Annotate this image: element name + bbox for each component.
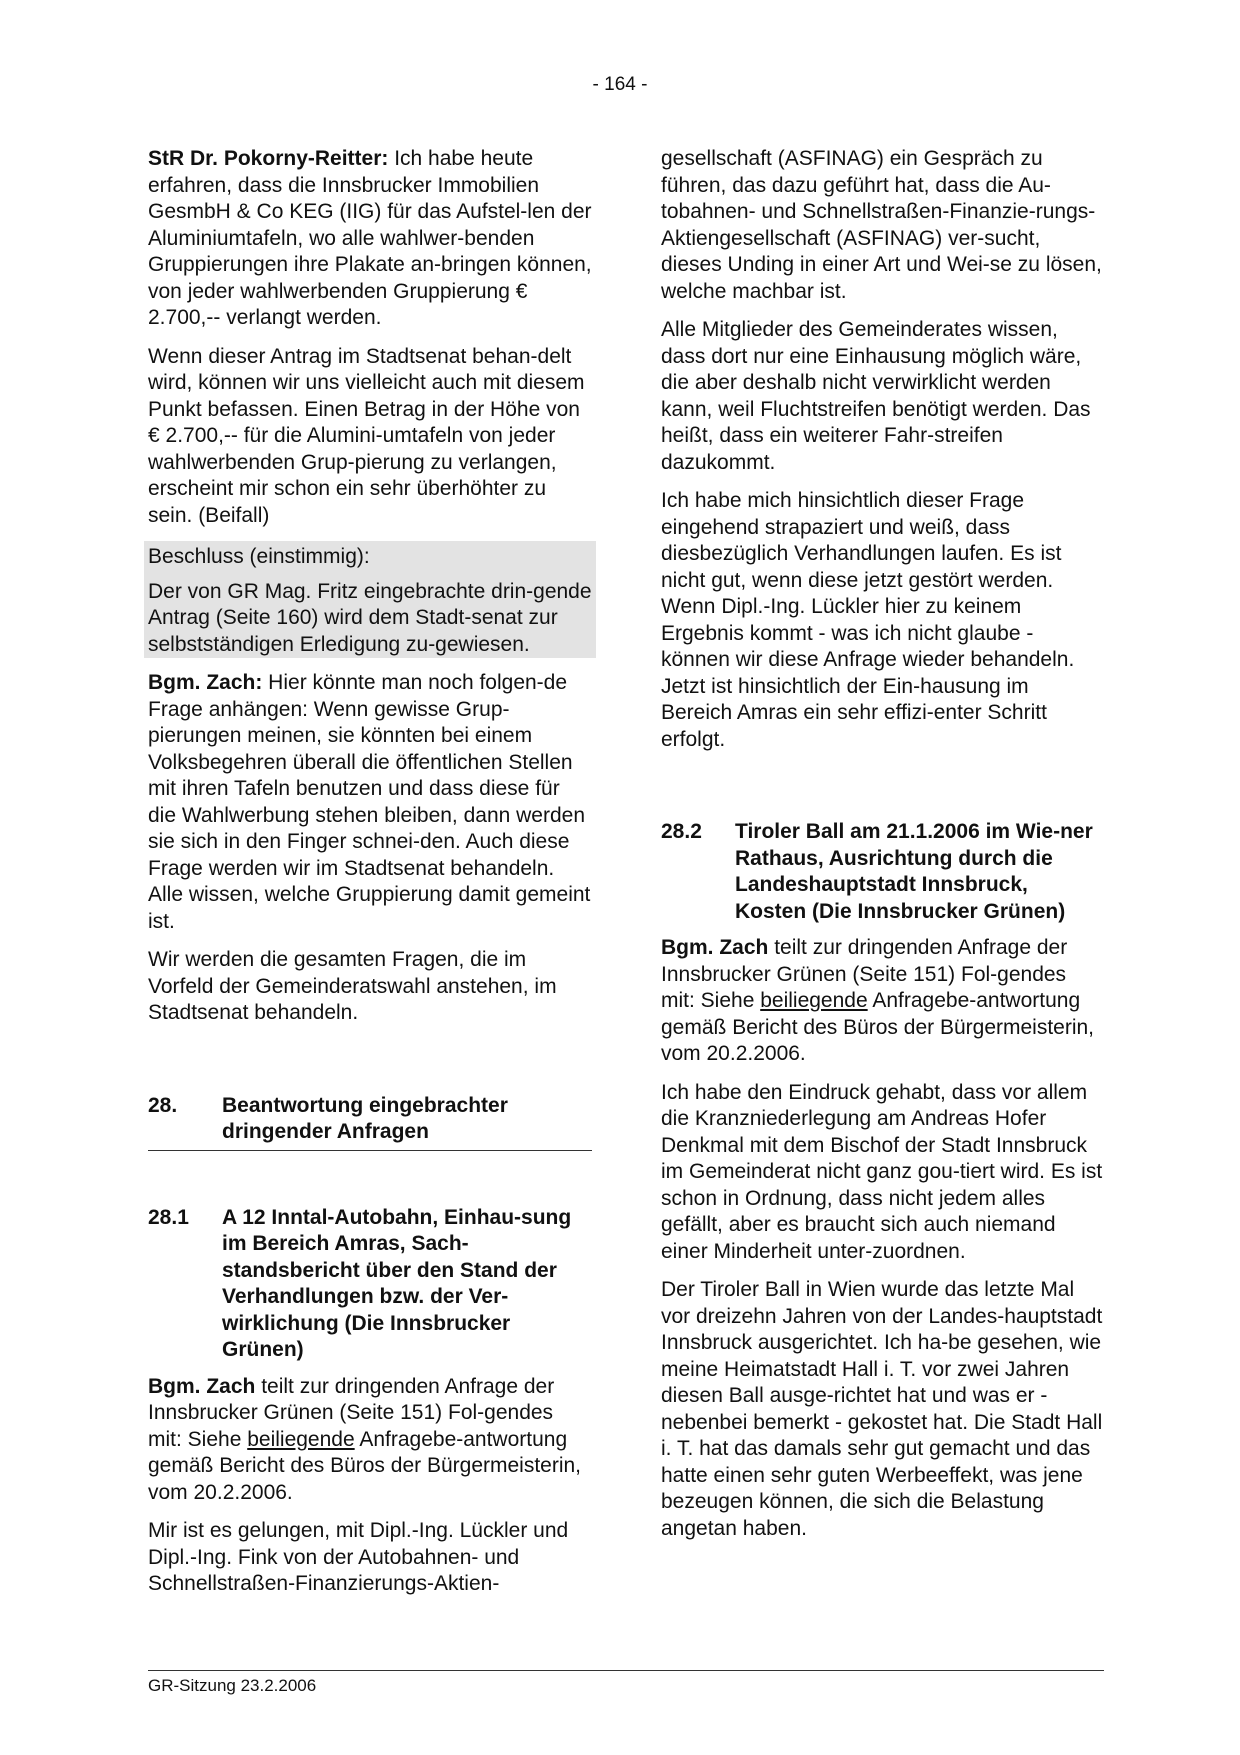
paragraph: Der Tiroler Ball in Wien wurde das letzte Mal vor dreizehn Jahren von der Landes-hauptstadt Innsbruck ausgerichtet. Ich ha-be gesehen, wie meine Heimatstadt Hall i. T. vor zwei Jahren diesen Ball ausge-richtet hat und was er - nebenbei bemerkt - gekostet hat. Die Stadt Hall i. T. hat das damals sehr gut gemacht und das hatte einen sehr guten Werbeeffekt, was jene bezeugen können, die sich die Belastung angetan haben. <box>661 1278 1103 1540</box>
section-title: A 12 Inntal-Autobahn, Einhau-sung im Bereich Amras, Sach-standsbericht über den Stand der Verhandlungen bzw. der Ver-wirklichung (Die Innsbrucker Grünen) <box>222 1205 572 1361</box>
paragraph: Ich habe den Eindruck gehabt, dass vor allem die Kranzniederlegung am Andreas Hofer Denkmal mit dem Bischof der Stadt Innsbruck im Gemeinderat nicht ganz gou-tiert wird. Es ist schon in Ordnung, dass nicht jedem alles gefällt, aber es braucht sich auch niemand einer Minderheit unter-zuordnen. <box>661 1080 1103 1263</box>
speaker-name: Bgm. Zach <box>661 936 769 959</box>
paragraph-zach: Bgm. Zach: Hier könnte man noch folgen-de Frage anhängen: Wenn gewisse Grup-pierungen meinen, sie könnten bei einem Volksbegehren überall die öffentlichen Stellen mit ihren Tafeln benutzen und dass diese für die Wahlwerbung stehen bleiben, dann werden sie sich in den Finger schnei-den. Auch diese Frage werden wir im Stadtsenat behandeln. Alle wissen, welche Gruppierung damit gemeint ist. <box>148 671 591 933</box>
footer-text: GR-Sitzung 23.2.2006 <box>148 1676 317 1695</box>
footer-divider <box>148 1670 1104 1671</box>
paragraph: Wenn dieser Antrag im Stadtsenat behan-delt wird, können wir uns vielleicht auch mit diesem Punkt befassen. Einen Betrag in der Höhe von € 2.700,-- für die Alumini-umtafeln von jeder wahlwerbenden Grup-pierung zu verlangen, erscheint mir schon ein sehr überhöhter zu sein. (Beifall) <box>148 344 585 527</box>
paragraph: Mir ist es gelungen, mit Dipl.-Ing. Lückler und Dipl.-Ing. Fink von der Autobahnen- und Schnellstraßen-Finanzierungs-Aktien- <box>148 1519 569 1595</box>
section-heading-28 <box>148 1093 592 1151</box>
section-heading-28-2 <box>661 819 1103 925</box>
section-heading-28-1 <box>148 1205 592 1364</box>
right-column <box>661 146 1103 1554</box>
paragraph: Ich habe mich hinsichtlich dieser Frage eingehend strapaziert und weiß, dass diesbezüglich Verhandlungen laufen. Es ist nicht gut, wenn diese jetzt gestört werden. Wenn Dipl.-Ing. Lückler hier zu keinem Ergebnis kommt - was ich nicht glaube - können wir diese Anfrage wieder behandeln. Jetzt ist hinsichtlich der Ein-hausung im Bereich Amras ein sehr effizi-enter Schritt erfolgt. <box>661 489 1075 751</box>
speaker-name: Bgm. Zach <box>148 1374 256 1398</box>
resolution-box <box>144 541 596 658</box>
section-title: Beantwortung eingebrachter dringender Anfragen <box>222 1093 508 1143</box>
paragraph: gesellschaft (ASFINAG) ein Gespräch zu führen, das dazu geführt hat, dass die Au-tobahnen- und Schnellstraßen-Finanzie-rungs-Aktiengesellschaft (ASFINAG) ver-sucht, dieses Unding in einer Art und Wei-se zu lösen, welche machbar ist. <box>661 147 1102 303</box>
section-number: 28.1 <box>148 1205 189 1229</box>
attachment-reference: beiliegende <box>247 1427 355 1451</box>
attachment-reference: beiliegende <box>760 989 868 1012</box>
resolution-title: Beschluss (einstimmig): <box>148 545 370 568</box>
section-number: 28. <box>148 1093 178 1117</box>
section-title: Tiroler Ball am 21.1.2006 im Wie-ner Rathaus, Ausrichtung durch die Landeshauptstadt Innsbruck, Kosten (Die Innsbrucker Grünen) <box>735 820 1093 923</box>
paragraph-zach-answer: Bgm. Zach teilt zur dringenden Anfrage der Innsbrucker Grünen (Seite 151) Fol-gendes mit: Siehe beiliegende Anfragebe-antwortung gemäß Bericht des Büros der Bürgermeisterin, vom 20.2.2006. <box>148 1374 582 1504</box>
speaker-name: StR Dr. Pokorny-Reitter: <box>148 147 389 170</box>
page-number: - 164 - <box>592 74 648 95</box>
left-column <box>148 146 592 1610</box>
section-number: 28.2 <box>661 820 702 843</box>
resolution-text: Der von GR Mag. Fritz eingebrachte drin-gende Antrag (Seite 160) wird dem Stadt-senat zur selbstständigen Erledigung zu-gewiesen. <box>148 579 592 656</box>
paragraph-zach-answer: Bgm. Zach teilt zur dringenden Anfrage der Innsbrucker Grünen (Seite 151) Fol-gendes mit: Siehe beiliegende Anfragebe-antwortung gemäß Bericht des Büros der Bürgermeisterin, vom 20.2.2006. <box>661 936 1095 1065</box>
paragraph-pokorny-reitter: StR Dr. Pokorny-Reitter: Ich habe heute erfahren, dass die Innsbrucker Immobilien GesmbH & Co KEG (IIG) für das Aufstel-len der Aluminiumtafeln, wo alle wahlwer-benden Gruppierungen ihre Plakate an-bringen können, von jeder wahlwerbenden Gruppierung € 2.700,-- verlangt werden. <box>148 147 592 329</box>
paragraph: Alle Mitglieder des Gemeinderates wissen, dass dort nur eine Einhausung möglich wäre, die aber deshalb nicht verwirklicht werden kann, weil Fluchtstreifen benötigt werden. Das heißt, dass ein weiterer Fahr-streifen dazukommt. <box>661 318 1091 474</box>
speaker-name: Bgm. Zach: <box>148 671 263 694</box>
paragraph: Wir werden die gesamten Fragen, die im Vorfeld der Gemeinderatswahl anstehen, im Stadtsenat behandeln. <box>148 948 557 1024</box>
